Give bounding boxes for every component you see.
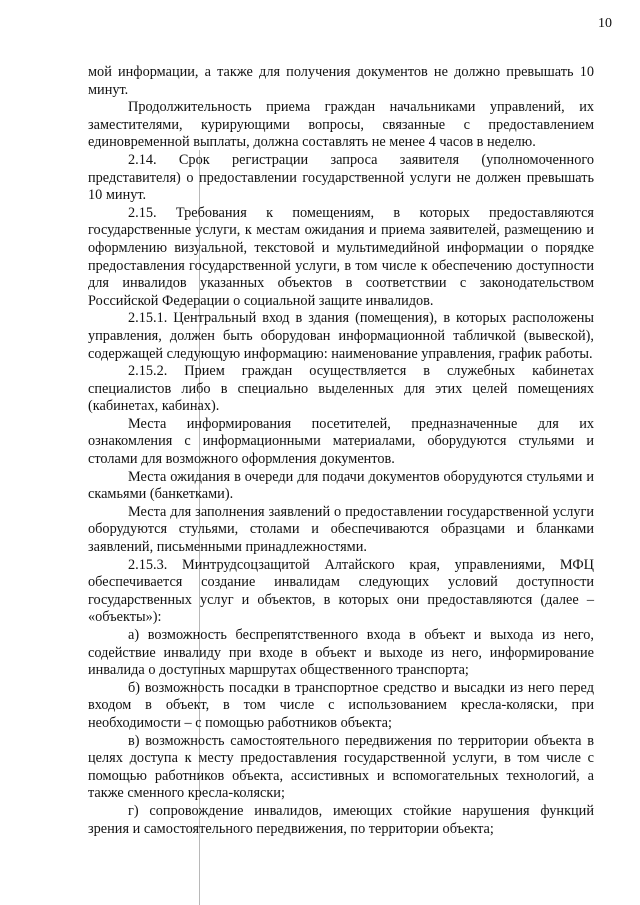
- body-text: [88, 64, 594, 838]
- paragraph: Места ожидания в очереди для подачи документов оборудуются стульями и скамьями (банкетками).: [88, 468, 594, 503]
- paragraph: Места для заполнения заявлений о предоставлении государственной услуги оборудуются стульями, столами и обеспечиваются образцами и бланками заявлений, письменными принадлежностями.: [88, 503, 594, 556]
- paragraph: мой информации, а также для получения документов не должно превышать 10 минут.: [88, 64, 594, 98]
- paragraph: Продолжительность приема граждан начальниками управлений, их заместителями, курирующими вопросы, связанные с предоставлением единовременной выплаты, должна составлять не менее 4 часов в неделю.: [88, 99, 594, 151]
- list-item: б) возможность посадки в транспортное средство и высадки из него перед входом в объект, в том числе с использованием кресла-коляски, при необходимости – с помощью работников объекта;: [88, 679, 594, 731]
- paragraph: 2.15.1. Центральный вход в здания (помещения), в которых расположены управления, должен быть оборудован информационной табличкой (вывеской), содержащей следующую информацию: наименование управления, график работы.: [88, 310, 594, 362]
- paragraph: 2.15.3. Минтрудсоцзащитой Алтайского края, управлениями, МФЦ обеспечивается создание инвалидам следующих условий доступности государственных услуг и объектов, в которых они предоставляются (далее – «объекты»):: [88, 556, 594, 626]
- list-item: а) возможность беспрепятственного входа в объект и выхода из него, содействие инвалиду при входе в объект и выходе из него, информирование инвалида о доступных маршрутах общественного транспорта;: [88, 627, 594, 679]
- paragraph: 2.15.2. Прием граждан осуществляется в служебных кабинетах специалистов либо в специально выделенных для этих целей помещениях (кабинетах, кабинах).: [88, 363, 594, 415]
- paragraph: Места информирования посетителей, предназначенные для их ознакомления с информационными материалами, оборудуются стульями и столами для возможного оформления документов.: [88, 415, 594, 468]
- paragraph: 2.15. Требования к помещениям, в которых предоставляются государственные услуги, к местам ожидания и приема заявителей, размещению и оформлению визуальной, текстовой и мультимедийной информации о порядке предоставления государственной услуги, в том числе к обеспечению доступности для инвалидов указанных объектов в соответствии с законодательством Российской Федерации о социальной защите инвалидов.: [88, 204, 594, 309]
- paragraph: 2.14. Срок регистрации запроса заявителя (уполномоченного представителя) о предоставлении государственной услуги не должен превышать 10 минут.: [88, 151, 594, 204]
- list-item: в) возможность самостоятельного передвижения по территории объекта в целях доступа к месту предоставления государственной услуги, в том числе с помощью работников объекта, ассистивных и вспомогательных технологий, а также сменного кресла-коляски;: [88, 732, 594, 802]
- page-number: 10: [598, 16, 612, 31]
- list-item: г) сопровождение инвалидов, имеющих стойкие нарушения функций зрения и самостоятельного передвижения, по территории объекта;: [88, 802, 594, 837]
